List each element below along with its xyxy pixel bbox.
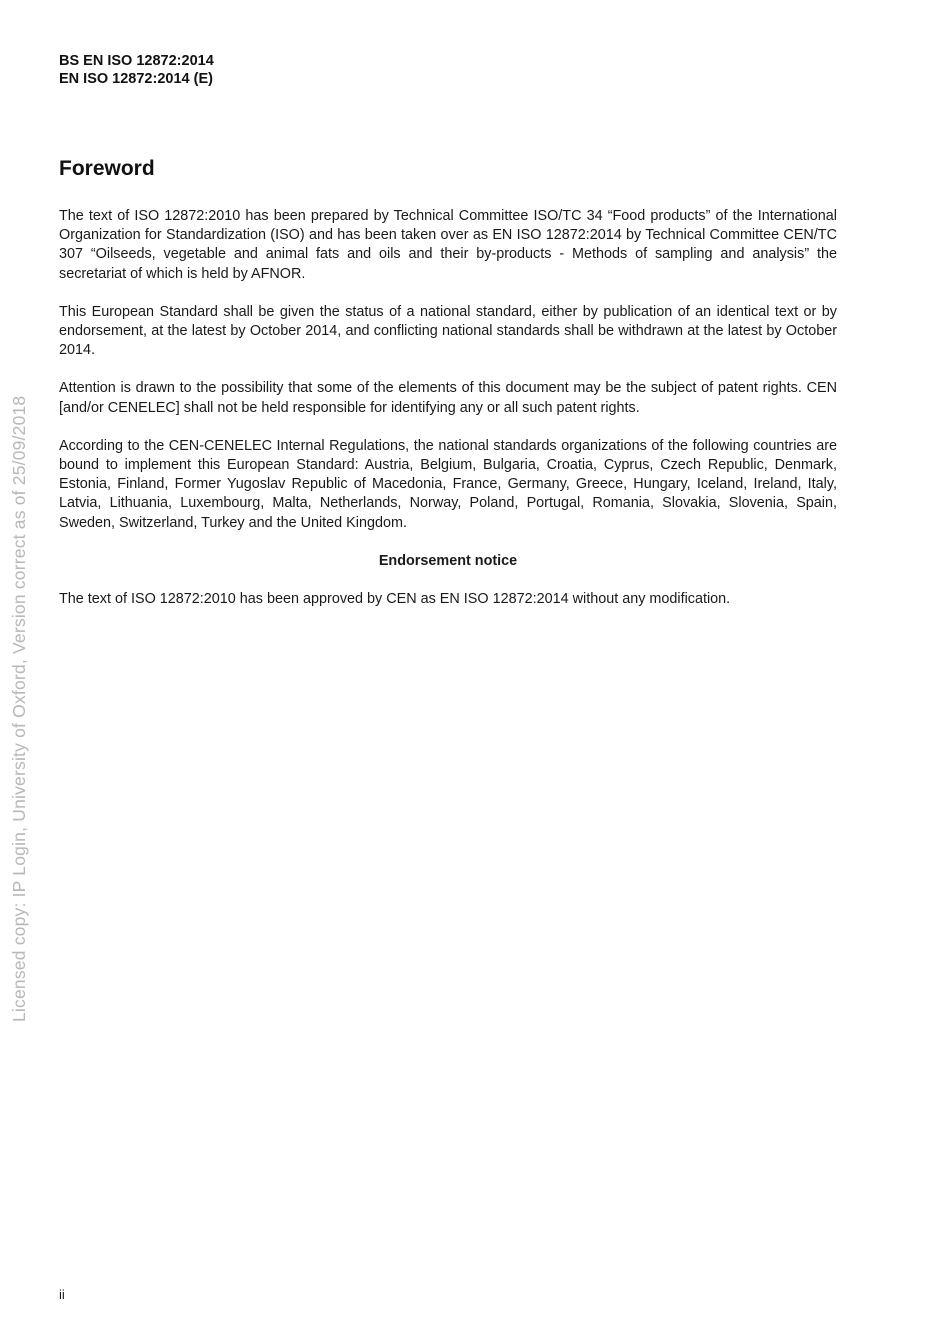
standard-designation-en: EN ISO 12872:2014 (E) <box>59 71 213 87</box>
page-title: Foreword <box>59 157 155 180</box>
endorsement-notice-heading: Endorsement notice <box>378 552 518 569</box>
foreword-paragraph-1: The text of ISO 12872:2010 has been prepared by Technical Committee ISO/TC 34 “Food products” of the International Organization for Standardization (ISO) and has been taken over as EN ISO 12872:2014 by Technical Committee CEN/TC 307 “Oilseeds, vegetable and animal fats and oils and their by-products - Methods of sampling and analysis” the secretariat of which is held by AFNOR. <box>59 208 837 282</box>
foreword-paragraph-4: According to the CEN-CENELEC Internal Regulations, the national standards organizations of the following countries are bound to implement this European Standard: Austria, Belgium, Bulgaria, Croatia, Cyprus, Czech Republic, Denmark, Estonia, Finland, Former Yugoslav Republic of Macedonia, France, Germany, Greece, Hungary, Iceland, Ireland, Italy, Latvia, Lithuania, Luxembourg, Malta, Netherlands, Norway, Poland, Portugal, Romania, Slovakia, Slovenia, Spain, Sweden, Switzerland, Turkey and the United Kingdom. <box>59 437 837 531</box>
page-number: ii <box>59 1287 65 1302</box>
foreword-paragraph-3: Attention is drawn to the possibility that some of the elements of this document may be the subject of patent rights. CEN [and/or CENELEC] shall not be held responsible for identifying any or all such patent rights. <box>59 380 837 416</box>
foreword-body <box>59 207 837 628</box>
license-watermark-text: Licensed copy: IP Login, University of Oxford, Version correct as of 25/09/2018 <box>9 395 29 1022</box>
document-header <box>59 52 214 88</box>
endorsement-notice-text: The text of ISO 12872:2010 has been approved by CEN as EN ISO 12872:2014 without any modification. <box>59 591 731 608</box>
foreword-paragraph-2: This European Standard shall be given the status of a national standard, either by publication of an identical text or by endorsement, at the latest by October 2014, and conflicting national standards shall be withdrawn at the latest by October 2014. <box>59 303 837 359</box>
standard-designation-bs: BS EN ISO 12872:2014 <box>59 53 214 69</box>
